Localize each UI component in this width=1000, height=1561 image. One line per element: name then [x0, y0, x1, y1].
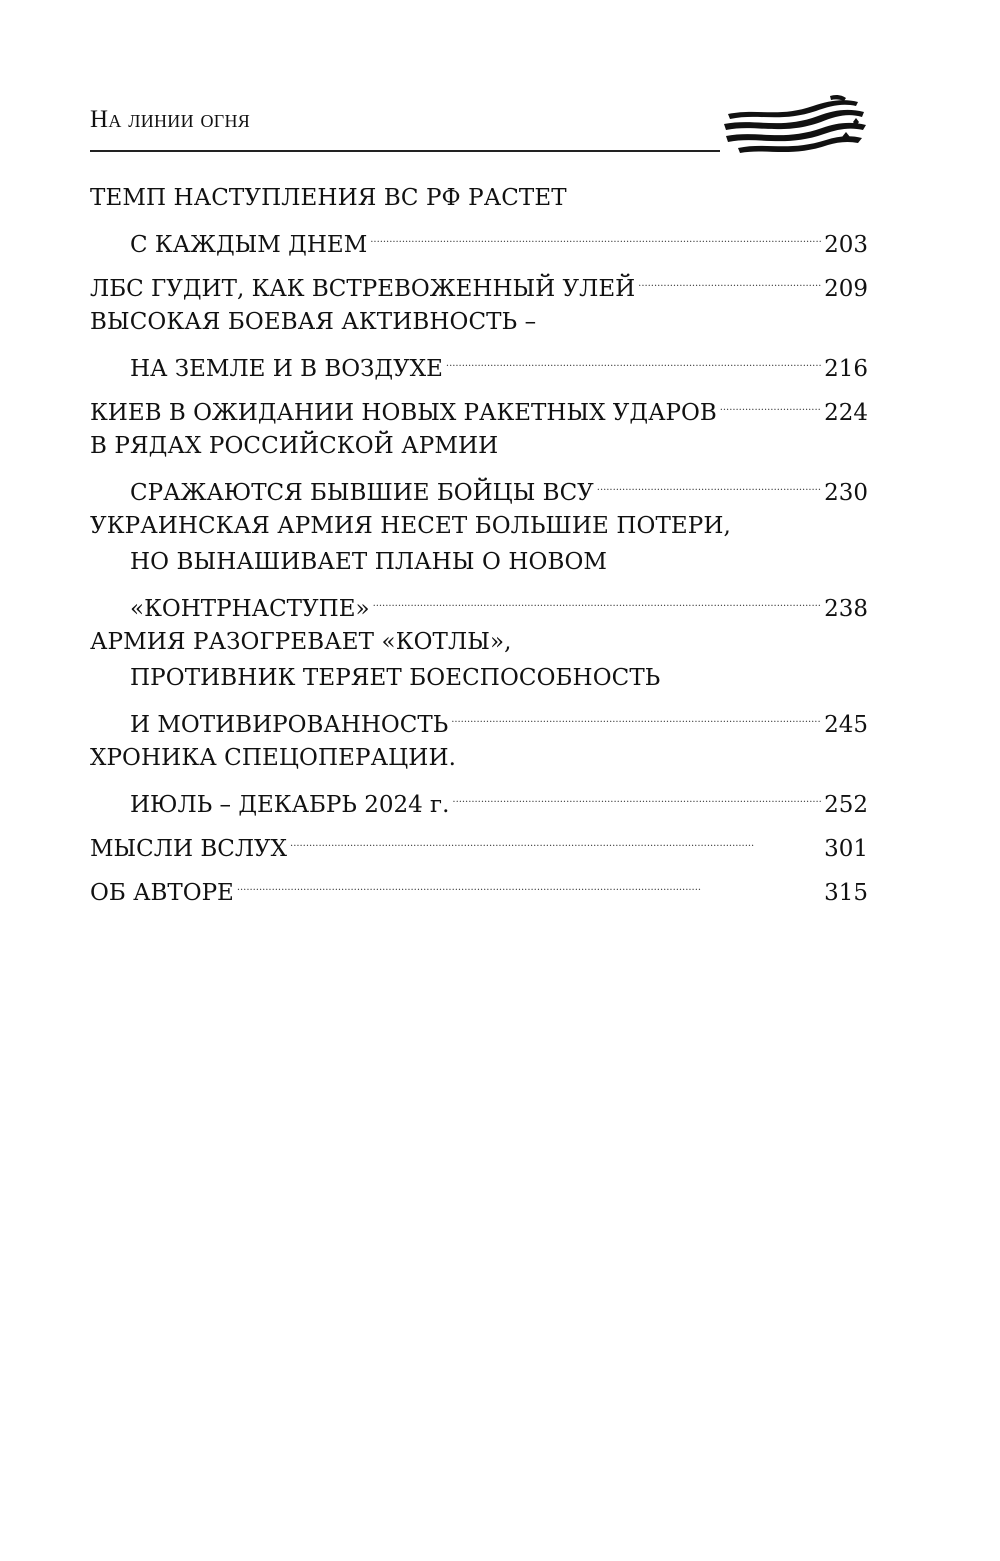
dot-leader: [370, 216, 821, 252]
toc-page-number: 301: [824, 836, 868, 862]
toc-last-line: [90, 216, 868, 258]
toc-page-number: 209: [824, 276, 868, 302]
toc-entry: [90, 428, 868, 506]
dot-leader: [720, 384, 821, 420]
toc-title-line: «КОНТРНАСТУПЕ»: [130, 596, 370, 622]
toc-page-number: 224: [824, 400, 868, 426]
dot-leader: [597, 464, 821, 500]
toc-entry: [90, 820, 868, 862]
toc-page-number: 252: [824, 792, 868, 818]
toc-last-line: [90, 776, 868, 818]
dot-leader: [452, 776, 821, 812]
toc-title-line: ИЮЛЬ – ДЕКАБРЬ 2024 г.: [130, 792, 450, 818]
toc-page-number: 216: [824, 356, 868, 382]
toc-title-line: НА ЗЕМЛЕ И В ВОЗДУХЕ: [130, 356, 443, 382]
toc-title-line: ХРОНИКА СПЕЦОПЕРАЦИИ.: [90, 745, 457, 771]
table-of-contents: [90, 180, 868, 908]
toc-title-line: И МОТИВИРОВАННОСТЬ: [130, 712, 449, 738]
toc-title-line: В РЯДАХ РОССИЙСКОЙ АРМИИ: [90, 433, 499, 459]
toc-title-line: ОБ АВТОРЕ: [90, 880, 234, 906]
toc-entry: [90, 304, 868, 382]
toc-entry: [90, 508, 868, 622]
dot-leader: [638, 260, 821, 296]
running-title: На линии огня: [90, 106, 251, 133]
toc-title-line: ЛБС ГУДИТ, КАК ВСТРЕВОЖЕННЫЙ УЛЕЙ: [90, 276, 636, 302]
toc-entry: [90, 864, 868, 906]
toc-title-line: ТЕМП НАСТУПЛЕНИЯ ВС РФ РАСТЕТ: [90, 185, 567, 211]
toc-title-line: КИЕВ В ОЖИДАНИИ НОВЫХ РАКЕТНЫХ УДАРОВ: [90, 400, 717, 426]
toc-last-line: [90, 864, 868, 906]
dot-leader: [446, 340, 821, 376]
flag-ornament-icon: [718, 92, 868, 162]
toc-last-line: [90, 696, 868, 738]
toc-title-line: ВЫСОКАЯ БОЕВАЯ АКТИВНОСТЬ –: [90, 309, 537, 335]
toc-entry: [90, 624, 868, 738]
toc-last-line: [90, 340, 868, 382]
toc-title-line: УКРАИНСКАЯ АРМИЯ НЕСЕТ БОЛЬШИЕ ПОТЕРИ,: [90, 513, 731, 539]
toc-last-line: [90, 820, 868, 862]
toc-last-line: [90, 580, 868, 622]
dot-leader: [451, 696, 821, 732]
toc-entry: [90, 180, 868, 258]
toc-last-line: [90, 464, 868, 506]
toc-page-number: 238: [824, 596, 868, 622]
dot-leader: [373, 580, 822, 616]
toc-entry: [90, 384, 868, 426]
dot-leader: [237, 864, 821, 900]
toc-title-line: НО ВЫНАШИВАЕТ ПЛАНЫ О НОВОМ: [130, 549, 608, 575]
toc-page-number: 245: [824, 712, 868, 738]
toc-title-line: ПРОТИВНИК ТЕРЯЕТ БОЕСПОСОБНОСТЬ: [130, 665, 661, 691]
toc-entry: [90, 740, 868, 818]
toc-last-line: [90, 384, 868, 426]
toc-last-line: [90, 260, 868, 302]
toc-title-line: СРАЖАЮТСЯ БЫВШИЕ БОЙЦЫ ВСУ: [130, 480, 594, 506]
toc-page-number: 203: [824, 232, 868, 258]
toc-title-line: С КАЖДЫМ ДНЕМ: [130, 232, 368, 258]
dot-leader: [290, 820, 821, 856]
toc-title-line: АРМИЯ РАЗОГРЕВАЕТ «КОТЛЫ»,: [90, 629, 512, 655]
toc-page-number: 230: [824, 480, 868, 506]
header-rule: [90, 150, 720, 152]
toc-title-line: МЫСЛИ ВСЛУХ: [90, 836, 288, 862]
running-head: [90, 106, 870, 158]
toc-entry: [90, 260, 868, 302]
toc-page-number: 315: [824, 880, 868, 906]
